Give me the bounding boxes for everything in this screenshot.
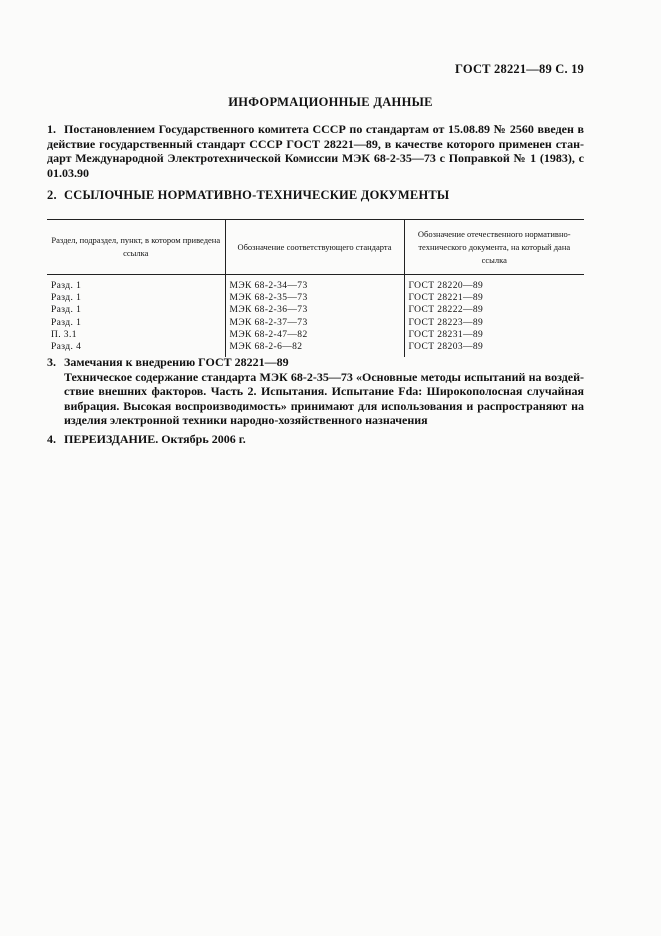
page-header: ГОСТ 28221—89 С. 19 [455, 62, 584, 76]
cell-national-document: ГОСТ 28203—89 [404, 341, 584, 357]
table-row [47, 317, 584, 329]
column-header-standard: Обозначение соответствующего стандарта [225, 220, 404, 275]
column-header-national-document: Обозначение отечественного нормативно-технического документа, на который дана ссылка [404, 220, 584, 275]
item-number: 3. [47, 355, 56, 369]
cell-standard: МЭК 68-2-37—73 [225, 317, 404, 329]
section-heading: ССЫЛОЧНЫЕ НОРМАТИВНО-ТЕХНИЧЕСКИЕ ДОКУМЕНТЫ [64, 188, 450, 202]
info-item-3 [47, 355, 584, 428]
cell-section: Разд. 1 [51, 281, 82, 291]
table-row [47, 304, 584, 316]
cell-section: Разд. 1 [51, 305, 82, 316]
info-item-1 [47, 122, 584, 180]
cell-national-document: ГОСТ 28223—89 [404, 317, 584, 329]
table-row [47, 292, 584, 304]
cell-standard: МЭК 68-2-36—73 [225, 304, 404, 316]
cell-section: П. 3.1 [51, 329, 77, 340]
column-header-section: Раздел, подраздел, пункт, в котором приведена ссылка [47, 220, 225, 275]
cell-section: Разд. 1 [51, 293, 82, 304]
cell-section: Разд. 4 [51, 342, 82, 353]
document-title: ИНФОРМАЦИОННЫЕ ДАННЫЕ [228, 95, 433, 109]
item-number: 1. [47, 122, 56, 136]
cell-national-document: ГОСТ 28221—89 [404, 292, 584, 304]
cell-national-document: ГОСТ 28220—89 [404, 275, 584, 293]
cell-standard: МЭК 68-2-34—73 [225, 275, 404, 293]
item-heading: Замечания к внедрению ГОСТ 28221—89 [64, 355, 289, 369]
cell-standard: МЭК 68-2-35—73 [225, 292, 404, 304]
cell-national-document: ГОСТ 28222—89 [404, 304, 584, 316]
cell-section: Разд. 1 [51, 317, 82, 328]
info-item-2 [47, 188, 584, 203]
item-text: ПЕРЕИЗДАНИЕ. Октябрь 2006 г. [64, 432, 246, 446]
item-text: Постановлением Государственного комитета СССР по стандартам от 15.08.89 № 2560 введен в действие государственный стандарт СССР ГОСТ 28221—89, в качестве которого применен стандарт Международной Электротехнической Комиссии МЭК 68-2-35—73 с Поправкой № 1 (1983), с 01.03.90 [47, 122, 584, 180]
item-number: 2. [47, 188, 57, 202]
table-row [47, 329, 584, 341]
info-item-4 [47, 432, 584, 447]
item-number: 4. [47, 432, 56, 446]
cell-standard: МЭК 68-2-6—82 [225, 341, 404, 357]
cell-national-document: ГОСТ 28231—89 [404, 329, 584, 341]
table-row [47, 275, 584, 293]
cell-standard: МЭК 68-2-47—82 [225, 329, 404, 341]
item-text: Техническое содержание стандарта МЭК 68-2-35—73 «Основные методы испытаний на воздействие внешних факторов. Часть 2. Испытания. Испытание Fda: Широкополосная случайная вибрация. Высокая воспроизводимость» принимают для использования и распространяют на изделия электронной техники народно-хозяйственного назначения [64, 369, 584, 427]
reference-documents-table [47, 219, 584, 357]
table-header-row [47, 220, 584, 275]
